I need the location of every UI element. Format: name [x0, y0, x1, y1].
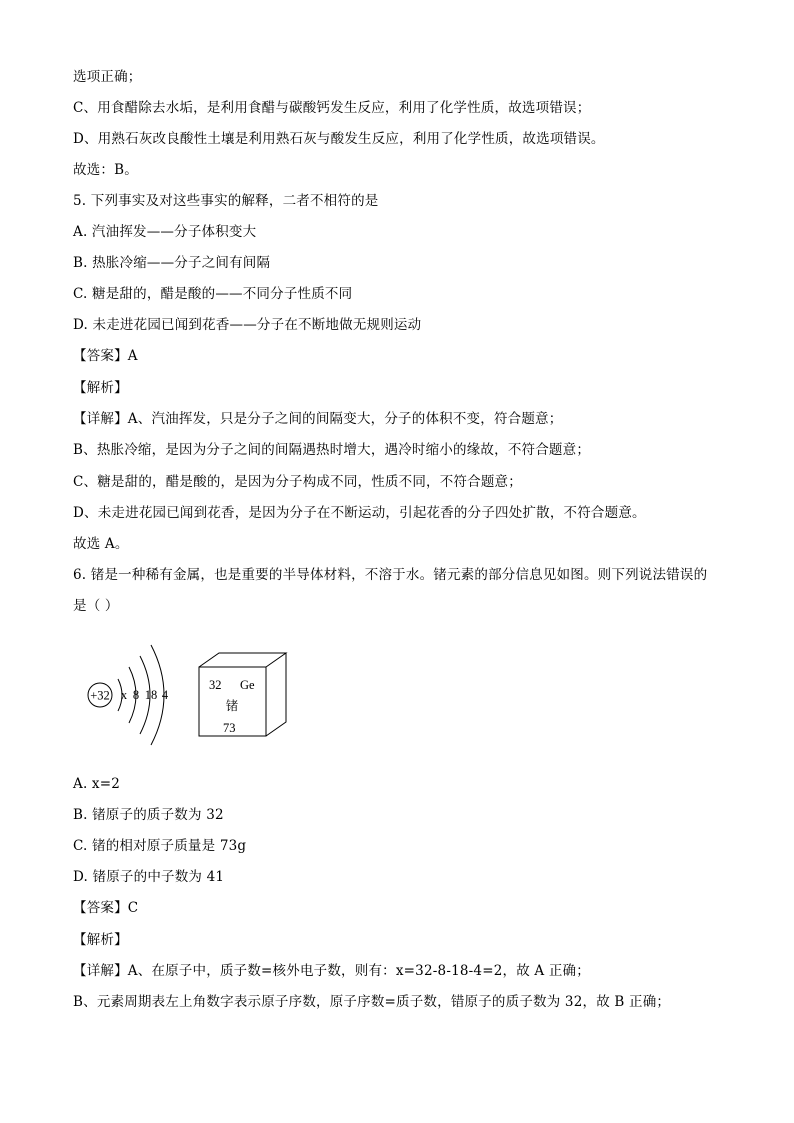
text-line: C、糖是甜的，醋是酸的，是因为分子构成不同，性质不同，不符合题意； — [73, 474, 522, 490]
option-d: D. 锗原子的中子数为 41 — [73, 869, 225, 885]
element-cube — [199, 653, 286, 736]
shell-electrons-4: 4 — [161, 688, 169, 702]
element-atomic-number: 32 — [209, 678, 222, 692]
shell-electrons-1: x — [120, 688, 128, 702]
text-line: 选项正确； — [73, 69, 142, 85]
text-line: 故选 A。 — [73, 536, 129, 552]
shell-electrons-3: 18 — [144, 688, 158, 702]
analysis-label: 【解析】 — [73, 380, 128, 396]
text-line: C、用食醋除去水垢，是利用食醋与碳酸钙发生反应，利用了化学性质，故选项错误； — [73, 100, 591, 116]
text-line: D、未走进花园已闻到花香，是因为分子在不断运动，引起花香的分子四处扩散，不符合题意。 — [73, 505, 646, 521]
option-a: A. 汽油挥发——分子体积变大 — [73, 224, 257, 240]
option-b: B. 锗原子的质子数为 32 — [73, 807, 224, 823]
text-line: 故选：B。 — [73, 162, 138, 178]
option-c: C. 糖是甜的，醋是酸的——不同分子性质不同 — [73, 286, 353, 302]
text-line: B、元素周期表左上角数字表示原子序数，原子序数=质子数，错原子的质子数为 32，故 B 正确； — [73, 994, 671, 1010]
text-line: 【详解】A、在原子中，质子数=核外电子数，则有：x=32-8-18-4=2，故 A 正确； — [73, 963, 590, 979]
nucleus-charge: +32 — [90, 688, 110, 703]
option-c: C. 锗的相对原子质量是 73g — [73, 838, 247, 854]
answer-label: 【答案】A — [73, 348, 138, 364]
option-b: B. 热胀冷缩——分子之间有间隔 — [73, 255, 271, 271]
cube-top-face — [199, 653, 286, 667]
text-line: 【详解】A、汽油挥发，只是分子之间的间隔变大，分子的体积不变，符合题意； — [73, 411, 563, 427]
question-6-stem-cont: 是（ ） — [73, 598, 119, 614]
germanium-figure-svg — [80, 634, 300, 754]
element-symbol: Ge — [240, 678, 255, 692]
element-mass: 73 — [223, 721, 236, 735]
element-name: 锗 — [225, 699, 239, 713]
text-line: B、热胀冷缩，是因为分子之间的间隔遇热时增大，遇冷时缩小的缘故，不符合题意； — [73, 442, 591, 458]
atom-structure-diagram — [88, 645, 169, 745]
germanium-figure — [80, 634, 300, 754]
analysis-label: 【解析】 — [73, 932, 128, 948]
option-d: D. 未走进花园已闻到花香——分子在不断地做无规则运动 — [73, 317, 422, 333]
option-a: A. x=2 — [73, 776, 121, 792]
answer-label: 【答案】C — [73, 900, 139, 916]
question-6-stem: 6. 锗是一种稀有金属，也是重要的半导体材料，不溶于水。锗元素的部分信息见如图。则下列说法错误的 — [73, 567, 708, 583]
shell-electrons-2: 8 — [132, 688, 140, 702]
text-line: D、用熟石灰改良酸性土壤是利用熟石灰与酸发生反应，利用了化学性质，故选项错误。 — [73, 131, 605, 147]
question-5-stem: 5. 下列事实及对这些事实的解释，二者不相符的是 — [73, 193, 379, 209]
